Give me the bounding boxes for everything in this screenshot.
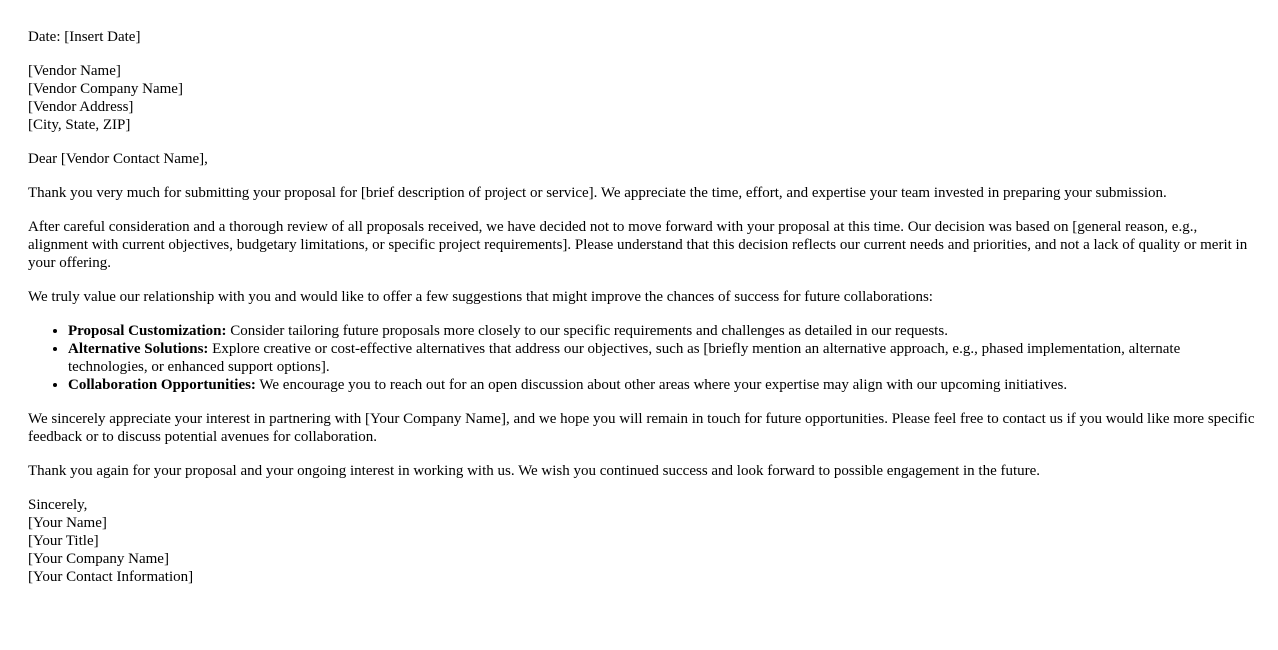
paragraph-suggestions-intro: We truly value our relationship with you and would like to offer a few suggestions that might improve the chances of success for future collaborations: (28, 289, 933, 305)
signature-title: [Your Title] (28, 533, 99, 549)
salutation: Dear [Vendor Contact Name], (28, 151, 208, 167)
signature-block (28, 496, 1256, 586)
signature-name: [Your Name] (28, 515, 107, 531)
recipient-address: [Vendor Address] (28, 99, 134, 115)
recipient-company: [Vendor Company Name] (28, 81, 183, 97)
recipient-city-state-zip: [City, State, ZIP] (28, 117, 131, 133)
paragraph-closing-interest: We sincerely appreciate your interest in partnering with [Your Company Name], and we hope you will remain in touch for future opportunities. Please feel free to contact us if you would like more specific feedback or to discuss potential avenues for collaboration. (28, 411, 1255, 445)
paragraph-decision: After careful consideration and a thorough review of all proposals received, we have decided not to move forward with your proposal at this time. Our decision was based on [general reason, e.g., alignment with current objectives, budgetary limitations, or specific project requirements]. Please understand that this decision reflects our current needs and priorities, and not a lack of quality or merit in your offering. (28, 219, 1248, 271)
signature-closing: Sincerely, (28, 497, 88, 513)
suggestion-text: We encourage you to reach out for an open discussion about other areas where your expertise may align with our upcoming initiatives. (255, 377, 1068, 393)
signature-company: [Your Company Name] (28, 551, 169, 567)
suggestion-title: Collaboration Opportunities: (68, 377, 256, 393)
paragraph-thanks: Thank you very much for submitting your proposal for [brief description of project or service]. We appreciate the time, effort, and expertise your team invested in preparing your submission. (28, 185, 1167, 201)
paragraph-closing-thanks: Thank you again for your proposal and your ongoing interest in working with us. We wish you continued success and look forward to possible engagement in the future. (28, 463, 1041, 479)
suggestions-list (28, 322, 1256, 394)
suggestion-text: Explore creative or cost-effective alternatives that address our objectives, such as [briefly mention an alternative approach, e.g., phased implementation, alternate technologies, or enhanced support options]. (68, 341, 1181, 375)
list-item (68, 340, 1256, 376)
list-item (68, 376, 1256, 394)
suggestion-title: Alternative Solutions: (68, 341, 209, 357)
suggestion-title: Proposal Customization: (68, 323, 227, 339)
suggestion-text: Consider tailoring future proposals more closely to our specific requirements and challenges as detailed in our requests. (226, 323, 948, 339)
list-item (68, 322, 1256, 340)
signature-contact: [Your Contact Information] (28, 569, 194, 585)
date-line: Date: [Insert Date] (28, 29, 141, 45)
recipient-block (28, 62, 1256, 134)
recipient-name: [Vendor Name] (28, 63, 121, 79)
letter-document (28, 28, 1256, 602)
